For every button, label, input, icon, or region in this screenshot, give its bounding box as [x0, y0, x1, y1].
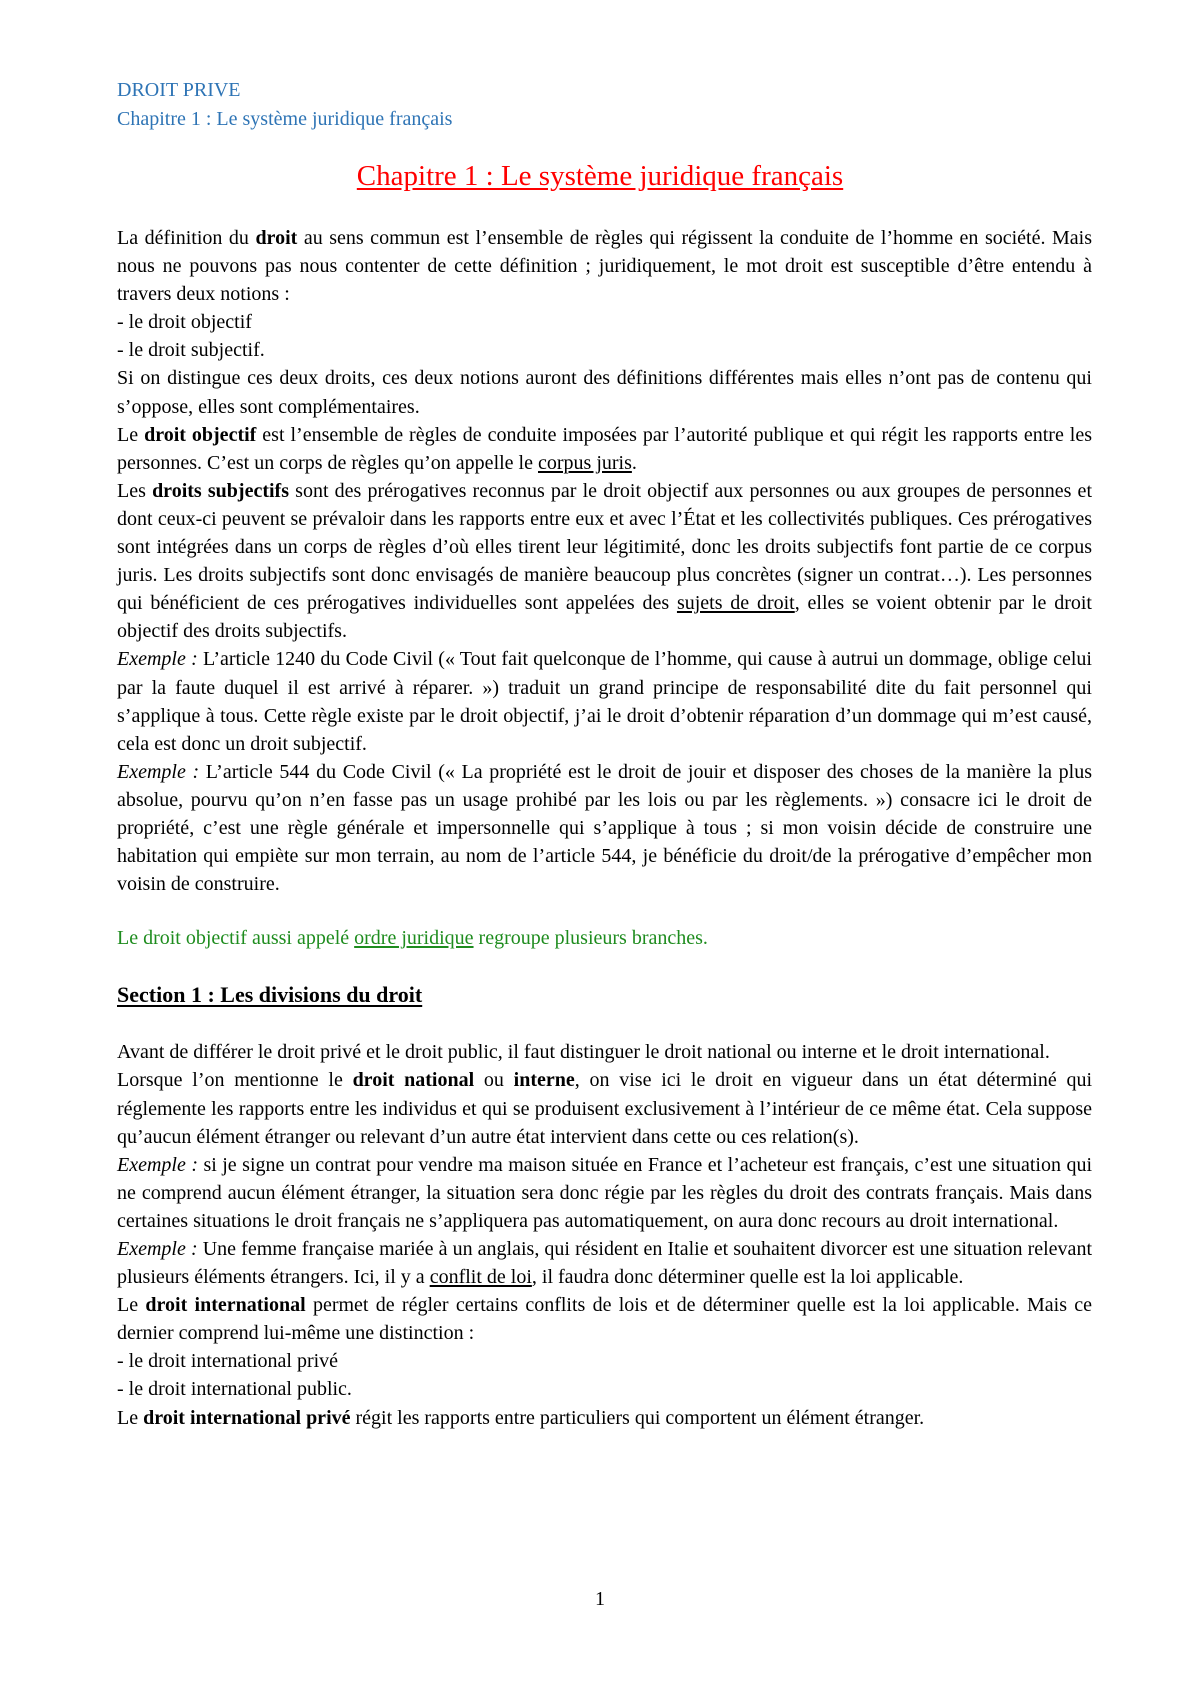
term-conflit-de-loi: conflit de loi [429, 1266, 532, 1289]
term-sujets-de-droit: sujets de droit [676, 592, 795, 615]
term-interne: interne [513, 1069, 575, 1092]
example-contrat-maison: Exemple : si je signe un contrat pour vendre ma maison située en France et l’acheteur est français, c’est une situation qui ne comprend aucun élément étranger, la situation sera donc régie par les règles du droit des contrats français. Mais dans certaines situations le droit français ne s’appliquera pas automatiquement, on aura donc recours au droit international. [117, 1153, 1092, 1232]
example-divorce: Exemple : Une femme française mariée à un anglais, qui résident en Italie et souhaitent divorcer est une situation relevant plusieurs éléments étrangers. Ici, il y a conflit de loi, il faudra donc déterminer quelle est la loi applicable. [117, 1238, 1092, 1289]
list-item: - le droit international privé [117, 1350, 339, 1373]
term-droit-objectif: droit objectif [144, 423, 257, 446]
chapter-title: Chapitre 1 : Le système juridique français [356, 160, 844, 192]
running-header [117, 76, 452, 134]
paragraph-complementary: Si on distingue ces deux droits, ces deux notions auront des définitions différentes mais elles n’ont pas de contenu qui s’oppose, elles sont complémentaires. [117, 367, 1092, 418]
paragraph-droit-national: Lorsque l’on mentionne le droit national ou interne, on vise ici le droit en vigueur dans un état déterminé qui réglemente les rapports entre les individus et qui se produisent exclusivement à l’intérieur de ce même état. Cela suppose qu’aucun élément étranger ou relevant d’un autre état intervient dans cette ou ces relation(s). [117, 1069, 1093, 1148]
paragraph-ordre-juridique: Le droit objectif aussi appelé ordre juridique regroupe plusieurs branches. [117, 927, 708, 950]
example-article-1240: Exemple : L’article 1240 du Code Civil (« Tout fait quelconque de l’homme, qui cause à autrui un dommage, oblige celui par la faute duquel il est arrivé à réparer. ») traduit un grand principe de responsabilité dite du fait personnel qui s’applique à tous. Cette règle existe par le droit objectif, j’ai le droit d’obtenir réparation d’un dommage qui m’est causé, cela est donc un droit subjectif. [117, 648, 1092, 755]
section-heading: Section 1 : Les divisions du droit [117, 982, 423, 1008]
example-label: Exemple : [117, 1153, 198, 1176]
term-ordre-juridique: ordre juridique [354, 927, 474, 950]
paragraph-intro-divisions: Avant de différer le droit privé et le droit public, il faut distinguer le droit national ou interne et le droit international. [117, 1041, 1050, 1064]
paragraph-definition: La définition du droit au sens commun est l’ensemble de règles qui régissent la conduite de l’homme en société. Mais nous ne pouvons pas nous contenter de cette définition ; juridiquement, le mot droit est susceptible d’être entendu à travers deux notions : [117, 227, 1093, 306]
term-droit-international-prive: droit international privé [143, 1406, 351, 1429]
paragraph-droit-international: Le droit international permet de régler certains conflits de lois et de déterminer quelle est la loi applicable. Mais ce dernier comprend lui-même une distinction : [117, 1294, 1093, 1345]
paragraph-droit-objectif: Le droit objectif est l’ensemble de règles de conduite imposées par l’autorité publique et qui régit les rapports entre les personnes. C’est un corps de règles qu’on appelle le corpus juris. [117, 423, 1093, 474]
list-item: - le droit subjectif. [117, 339, 265, 362]
term-droit-international: droit international [145, 1294, 306, 1317]
list-item: - le droit international public. [117, 1378, 352, 1401]
document-body [117, 224, 1092, 1432]
example-label: Exemple : [117, 760, 200, 783]
term-corpus-juris: corpus juris [538, 451, 632, 474]
example-article-544: Exemple : L’article 544 du Code Civil (« La propriété est le droit de jouir et disposer des choses de la manière la plus absolue, pourvu qu’on n’en fasse pas un usage prohibé par les lois ou par les règlements. ») consacre ici le droit de propriété, c’est une règle générale et impersonnelle qui s’applique à tous ; si mon voisin décide de construire une habitation qui empiète sur mon terrain, au nom de l’article 544, je bénéficie du droit/de la prérogative d’empêcher mon voisin de construire. [117, 760, 1092, 896]
header-course-title: DROIT PRIVE [117, 79, 241, 101]
term-droit-national: droit national [352, 1069, 475, 1092]
term-droit: droit [255, 227, 298, 249]
header-chapter-title: Chapitre 1 : Le système juridique français [117, 108, 453, 130]
paragraph-droits-subjectifs: Les droits subjectifs sont des prérogatives reconnus par le droit objectif aux personnes ou aux groupes de personnes et dont ceux-ci peuvent se prévaloir dans les rapports entre eux et avec l’État et les collectivités publiques. Ces prérogatives sont intégrées dans un corps de règles d’où elles tirent leur légitimité, donc les droits subjectifs font partie de ce corpus juris. Les droits subjectifs sont donc envisagés de manière beaucoup plus concrètes (signer un contrat…). Les personnes qui bénéficient de ces prérogatives individuelles sont appelées des sujets de droit, elles se voient obtenir par le droit objectif des droits subjectifs. [117, 479, 1092, 643]
term-droits-subjectifs: droits subjectifs [152, 479, 289, 502]
list-item: - le droit objectif [117, 311, 252, 334]
page-number: 1 [595, 1588, 605, 1610]
example-label: Exemple : [117, 1238, 198, 1260]
paragraph-dip: Le droit international privé régit les rapports entre particuliers qui comportent un élément étranger. [117, 1406, 925, 1429]
example-label: Exemple : [117, 648, 198, 671]
